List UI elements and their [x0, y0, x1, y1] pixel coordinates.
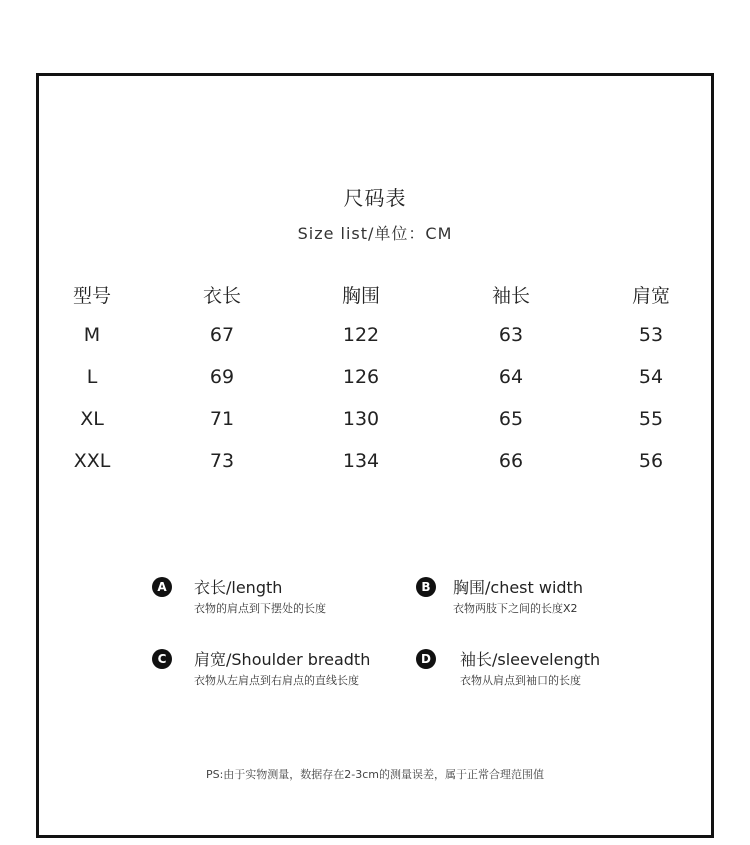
header-sleeve: 袖长	[491, 285, 530, 307]
cell-length: 69	[209, 366, 235, 388]
cell-size: L	[86, 366, 98, 388]
header-length: 衣长	[202, 285, 241, 307]
cell-sleeve: 66	[498, 450, 524, 472]
legend-desc: 衣物从左肩点到右肩点的直线长度	[194, 674, 359, 687]
legend-title: 袖长/sleevelength	[460, 650, 601, 669]
cell-shoulder: 53	[638, 324, 664, 346]
measurement-note: PS:由于实物测量，数据存在2-3cm的测量误差，属于正常合理范围值	[205, 768, 545, 781]
cell-chest: 130	[342, 408, 380, 430]
page-subtitle: Size list/单位：CM	[297, 224, 453, 243]
legend-title: 胸围/chest width	[453, 578, 583, 597]
legend-desc: 衣物的肩点到下摆处的长度	[194, 602, 326, 615]
cell-size: M	[83, 324, 101, 346]
cell-size: XXL	[73, 450, 111, 472]
badge-a-icon: A	[152, 577, 172, 597]
cell-chest: 126	[342, 366, 380, 388]
cell-sleeve: 64	[498, 366, 524, 388]
page-title: 尺码表	[343, 186, 407, 210]
cell-chest: 134	[342, 450, 380, 472]
header-shoulder: 肩宽	[631, 285, 670, 307]
cell-shoulder: 55	[638, 408, 664, 430]
cell-size: XL	[80, 408, 104, 430]
header-chest: 胸围	[341, 285, 380, 307]
badge-b-icon: B	[416, 577, 436, 597]
legend-title: 肩宽/Shoulder breadth	[194, 650, 371, 669]
cell-chest: 122	[342, 324, 380, 346]
cell-length: 71	[209, 408, 235, 430]
cell-sleeve: 63	[498, 324, 524, 346]
header-model: 型号	[72, 285, 111, 307]
legend-title: 衣长/length	[194, 578, 283, 597]
cell-length: 67	[209, 324, 235, 346]
legend-desc: 衣物从肩点到袖口的长度	[460, 674, 581, 687]
cell-shoulder: 56	[638, 450, 664, 472]
badge-d-icon: D	[416, 649, 436, 669]
badge-c-icon: C	[152, 649, 172, 669]
cell-sleeve: 65	[498, 408, 524, 430]
cell-shoulder: 54	[638, 366, 664, 388]
legend-desc: 衣物两肢下之间的长度X2	[453, 602, 578, 615]
cell-length: 73	[209, 450, 235, 472]
